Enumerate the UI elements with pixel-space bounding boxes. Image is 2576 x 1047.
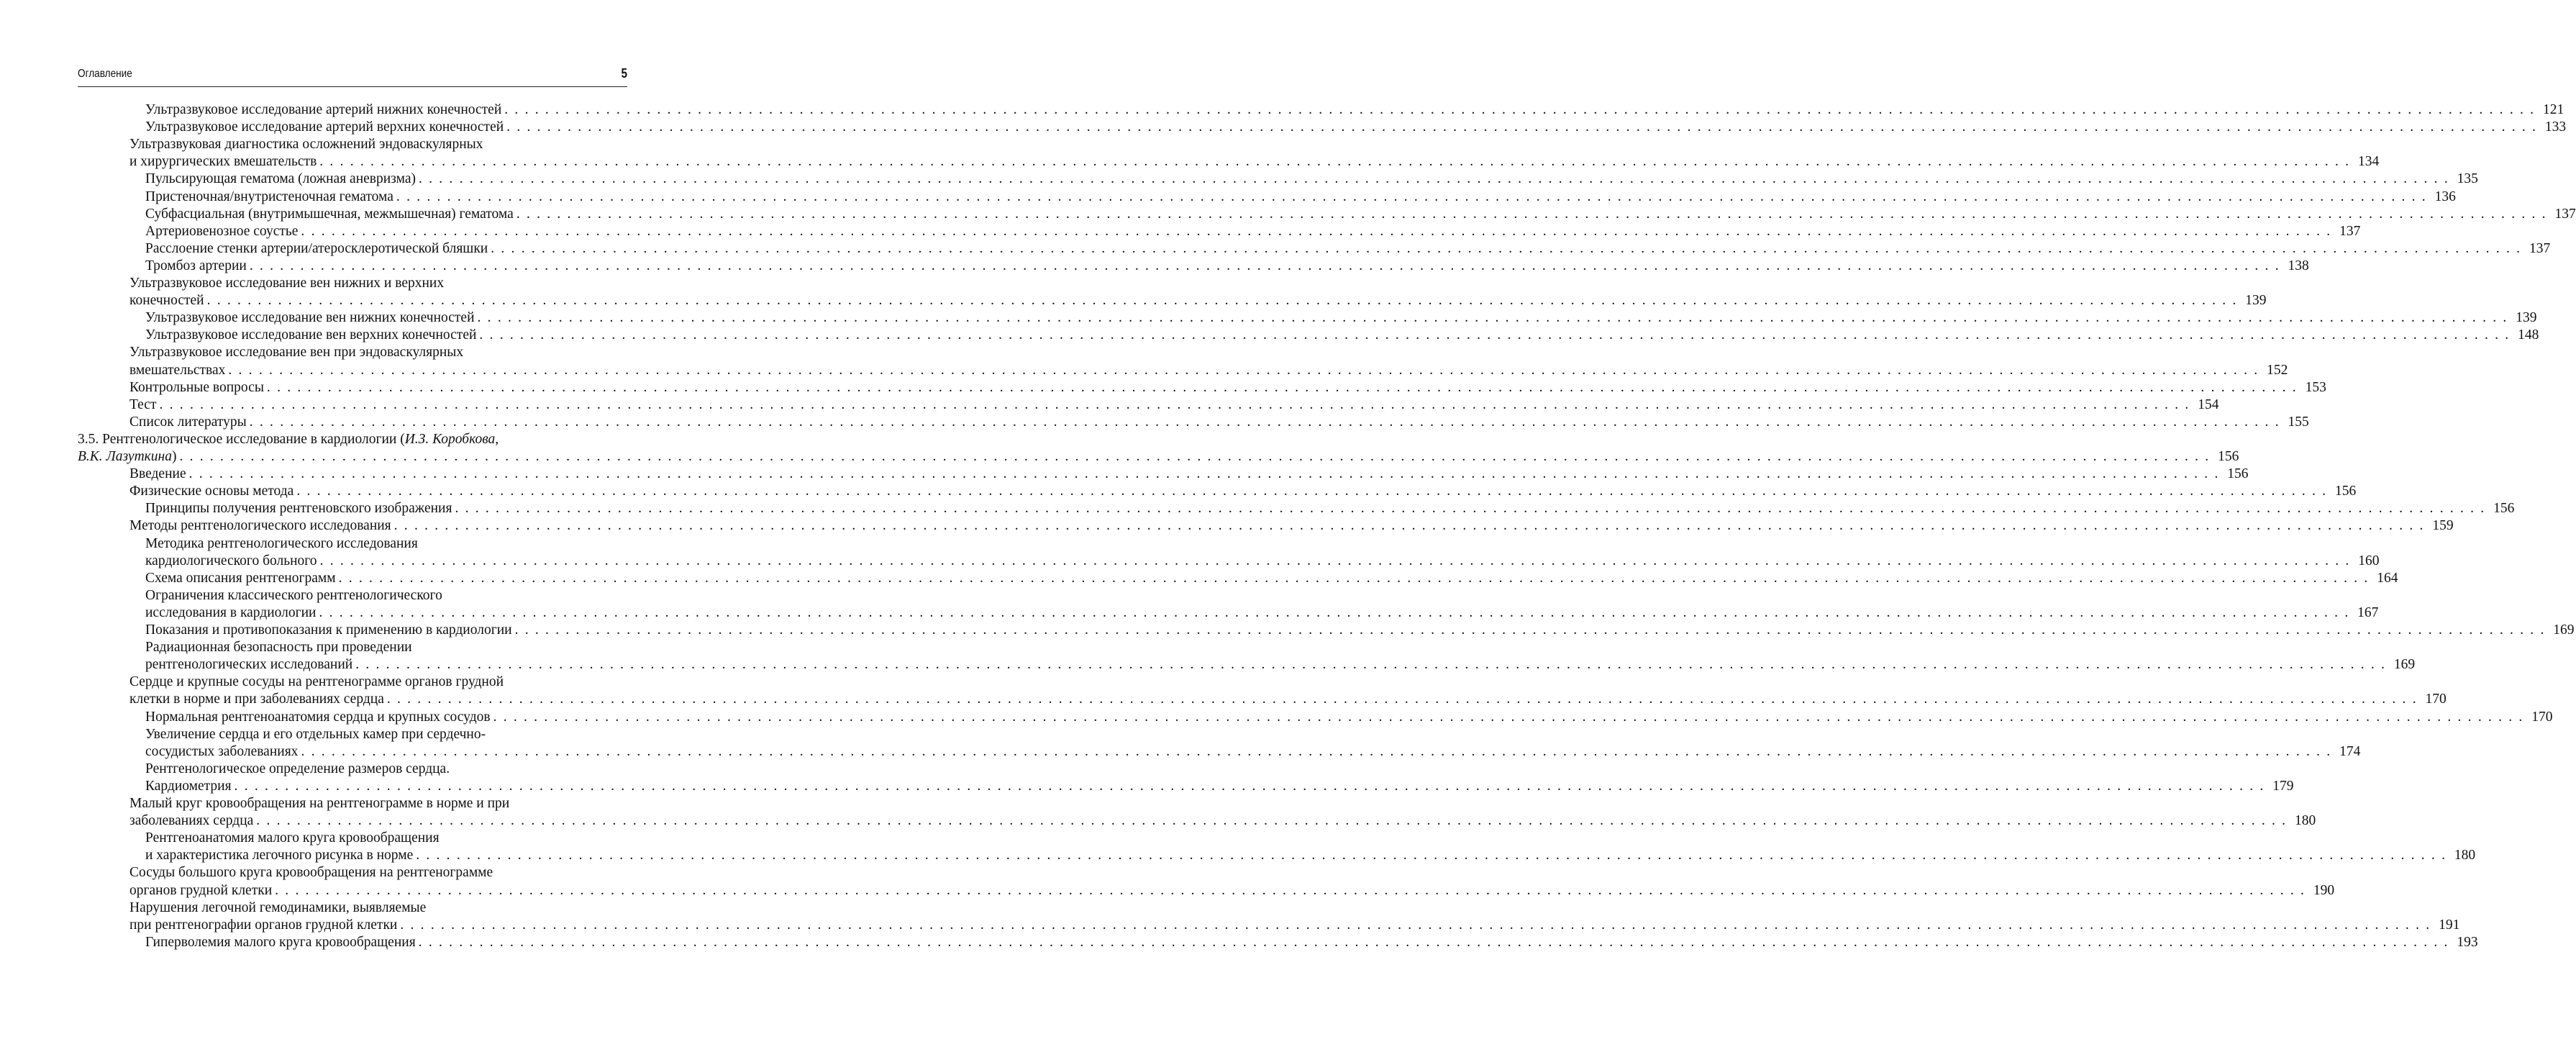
entry-text: Ультразвуковое исследование артерий верхних конечностей — [145, 119, 504, 135]
toc-entry — [0, 171, 2478, 188]
toc-entry — [0, 587, 627, 604]
toc-entry-title — [129, 882, 272, 899]
entry-page-number: 156 — [2335, 484, 2357, 499]
toc-entry — [0, 899, 627, 917]
entry-page-number: 137 — [2339, 223, 2361, 239]
toc-entry-title — [145, 258, 247, 275]
dot-leader: . . . . . . . . . . . . . . . . . . . . . . . . . . . . . . . . . . . . . . . . . . . . . . . . . . . . . . . . . . . . . . . . . . . . . . . . . . . . . . . . . . . . . . . . . . . . . . . . . . . . . . . . . . . . . . . . . . . . . . . . . . . . . . . . . . . . . . . . . . . . . . . . . . . . . . . . . . . . . . . . . . . . . . . . . . . . . . . . . . . . . . . . . . . . . . . . . . . . . . . . — [319, 553, 2351, 568]
toc-entry — [0, 795, 627, 812]
toc-entry-title — [129, 917, 397, 934]
toc-entry — [0, 327, 2539, 344]
toc-entry-title — [145, 709, 491, 726]
dot-leader: . . . . . . . . . . . . . . . . . . . . . . . . . . . . . . . . . . . . . . . . . . . . . . . . . . . . . . . . . . . . . . . . . . . . . . . . . . . . . . . . . . . . . . . . . . . . . . . . . . . . . . . . . . . . . . . . . . . . . . . . . . . . . . . . . . . . . . . . . . . . . . . . . . . . . . . . . . . . . . . . . . . . . . . . . . . . . . . . . . . . . . . . . . . . . . . . . . . . . . . . — [416, 848, 2447, 864]
toc-entry — [0, 812, 2316, 830]
toc-entry — [0, 275, 627, 292]
entry-text: и хирургических вмешательств — [129, 154, 317, 170]
toc-entry-title — [145, 830, 440, 847]
entry-text: Тест — [129, 396, 157, 412]
toc-entry-title — [78, 431, 499, 448]
entry-page-number: 180 — [2294, 813, 2316, 829]
entry-text: сосудистых заболеваниях — [145, 743, 299, 759]
toc-entry-title — [145, 101, 501, 119]
toc-entry-title — [145, 240, 488, 258]
entry-text: Радиационная безопасность при проведении — [145, 640, 412, 656]
toc-entry-title — [129, 674, 504, 691]
entry-page-number: 153 — [2305, 379, 2326, 395]
toc-entry — [0, 517, 2454, 535]
entry-text: Методика рентгенологического исследования — [145, 535, 418, 551]
toc-entry — [0, 153, 2380, 171]
entry-page-number: 164 — [2377, 570, 2398, 586]
entry-text: Рентгеноанатомия малого круга кровообращения — [145, 830, 440, 846]
entry-text: Нарушения легочной гемодинамики, выявляемые — [129, 899, 427, 915]
entry-text: исследования в кардиологии — [145, 604, 317, 620]
toc-entry — [0, 379, 2326, 396]
toc-entry-title — [145, 206, 514, 223]
toc-entry — [0, 535, 627, 553]
dot-leader: . . . . . . . . . . . . . . . . . . . . . . . . . . . . . . . . . . . . . . . . . . . . . . . . . . . . . . . . . . . . . . . . . . . . . . . . . . . . . . . . . . . . . . . . . . . . . . . . . . . . . . . . . . . . . . . . . . . . . . . . . . . . . . . . . . . . . . . . . . . . . . . . . . . . . . . . . . . . . . . . . . . . . . . . . . . . . . . . . . . . . . . . . . . . . . . . . . . . . . . . — [477, 310, 2508, 326]
dot-leader: . . . . . . . . . . . . . . . . . . . . . . . . . . . . . . . . . . . . . . . . . . . . . . . . . . . . . . . . . . . . . . . . . . . . . . . . . . . . . . . . . . . . . . . . . . . . . . . . . . . . . . . . . . . . . . . . . . . . . . . . . . . . . . . . . . . . . . . . . . . . . . . . . . . . . . . . . . . . . . . . . . . . . . . . . . . . . . . . . . . . . . . . . . . . . . . . . . . . . . . . — [455, 501, 2486, 517]
toc-entry — [0, 882, 2335, 899]
toc-entry — [0, 847, 2476, 864]
entry-punctuation: ) — [171, 449, 177, 464]
entry-text: кардиологического больного — [145, 553, 317, 568]
toc-entry-title — [78, 448, 176, 466]
toc-entry-title — [145, 778, 232, 795]
entry-page-number: 169 — [2553, 622, 2575, 638]
entry-text: Малый круг кровообращения на рентгенограмме в норме и при — [129, 796, 510, 811]
toc-entry-title — [145, 171, 416, 188]
entry-text: при рентгенографии органов грудной клетки — [129, 917, 398, 933]
entry-text: Рентгенологическое определение размеров сердца. — [145, 761, 450, 776]
entry-text: Пристеночная/внутристеночная гематома — [145, 189, 393, 204]
toc-entry-title — [145, 500, 452, 517]
entry-text: Показания и противопоказания к применению в кардиологии — [145, 622, 512, 638]
dot-leader: . . . . . . . . . . . . . . . . . . . . . . . . . . . . . . . . . . . . . . . . . . . . . . . . . . . . . . . . . . . . . . . . . . . . . . . . . . . . . . . . . . . . . . . . . . . . . . . . . . . . . . . . . . . . . . . . . . . . . . . . . . . . . . . . . . . . . . . . . . . . . . . . . . . . . . . . . . . . . . . . . . . . . . . . . . . . . . . . . . . . . . . . . . . . . . . . . . . . . . . . — [504, 102, 2536, 117]
toc-entry — [0, 864, 627, 881]
entry-punctuation: , — [495, 431, 499, 447]
toc-entry-title — [145, 934, 416, 951]
entry-page-number: 156 — [2218, 449, 2239, 464]
toc-entry — [0, 570, 2398, 587]
dot-leader: . . . . . . . . . . . . . . . . . . . . . . . . . . . . . . . . . . . . . . . . . . . . . . . . . . . . . . . . . . . . . . . . . . . . . . . . . . . . . . . . . . . . . . . . . . . . . . . . . . . . . . . . . . . . . . . . . . . . . . . . . . . . . . . . . . . . . . . . . . . . . . . . . . . . . . . . . . . . . . . . . . . . . . . . . . . . . . . . . . . . . . . . . . . . . . . . . . . . . . . . — [266, 379, 2298, 395]
entry-page-number: 154 — [2198, 396, 2219, 412]
entry-page-number: 156 — [2227, 466, 2249, 482]
entry-page-number: 139 — [2516, 310, 2537, 326]
entry-text: вмешательствах — [129, 362, 226, 378]
entry-page-number: 156 — [2493, 501, 2515, 517]
toc-entry — [0, 622, 2575, 639]
dot-leader: . . . . . . . . . . . . . . . . . . . . . . . . . . . . . . . . . . . . . . . . . . . . . . . . . . . . . . . . . . . . . . . . . . . . . . . . . . . . . . . . . . . . . . . . . . . . . . . . . . . . . . . . . . . . . . . . . . . . . . . . . . . . . . . . . . . . . . . . . . . . . . . . . . . . . . . . . . . . . . . . . . . . . . . . . . . . . . . . . . . . . . . . . . . . . . . . . . . . . . . . — [491, 240, 2522, 256]
toc-entry-title — [145, 847, 413, 864]
toc-entry — [0, 206, 2576, 223]
entry-text: Физические основы метода — [129, 484, 294, 499]
toc-entry — [0, 240, 2551, 258]
entry-text: Тромбоз артерии — [145, 258, 247, 273]
entry-text: и характеристика легочного рисунка в норме — [145, 848, 414, 864]
toc-entry-title — [129, 136, 483, 153]
dot-leader: . . . . . . . . . . . . . . . . . . . . . . . . . . . . . . . . . . . . . . . . . . . . . . . . . . . . . . . . . . . . . . . . . . . . . . . . . . . . . . . . . . . . . . . . . . . . . . . . . . . . . . . . . . . . . . . . . . . . . . . . . . . . . . . . . . . . . . . . . . . . . . . . . . . . . . . . . . . . . . . . . . . . . . . . . . . . . . . . . . . . . . . . . . . . . . . . . . . . . . . . — [400, 917, 2431, 933]
entry-text: конечностей — [129, 293, 204, 309]
dot-leader: . . . . . . . . . . . . . . . . . . . . . . . . . . . . . . . . . . . . . . . . . . . . . . . . . . . . . . . . . . . . . . . . . . . . . . . . . . . . . . . . . . . . . . . . . . . . . . . . . . . . . . . . . . . . . . . . . . . . . . . . . . . . . . . . . . . . . . . . . . . . . . . . . . . . . . . . . . . . . . . . . . . . . . . . . . . . . . . . . . . . . . . . . . . . . . . . . . . . . . . . — [188, 466, 2220, 482]
entry-page-number: 137 — [2554, 206, 2576, 222]
entry-page-number: 179 — [2272, 778, 2294, 794]
toc-entry-title — [129, 344, 463, 361]
dot-leader: . . . . . . . . . . . . . . . . . . . . . . . . . . . . . . . . . . . . . . . . . . . . . . . . . . . . . . . . . . . . . . . . . . . . . . . . . . . . . . . . . . . . . . . . . . . . . . . . . . . . . . . . . . . . . . . . . . . . . . . . . . . . . . . . . . . . . . . . . . . . . . . . . . . . . . . . . . . . . . . . . . . . . . . . . . . . . . . . . . . . . . . . . . . . . . . . . . . . . . . . — [355, 657, 2387, 673]
entry-page-number: 137 — [2529, 240, 2551, 256]
toc-entry-title — [129, 275, 444, 292]
entry-page-number: 133 — [2544, 119, 2567, 135]
entry-text: Расслоение стенки артерии/атеросклеротической бляшки — [145, 240, 488, 256]
entry-page-number: 134 — [2357, 154, 2380, 170]
toc-entry — [0, 309, 2537, 327]
entry-text: Ультразвуковое исследование вен верхних конечностей — [145, 327, 477, 343]
toc-entry-title — [145, 761, 450, 778]
entry-text: Увеличение сердца и его отдельных камер при сердечно- — [145, 726, 486, 742]
entry-text: Сосуды большого круга кровообращения на рентгенограмме — [129, 865, 493, 881]
entry-page-number: 190 — [2313, 882, 2335, 898]
entry-page-number: 155 — [2288, 414, 2309, 430]
entry-text: Пульсирующая гематома (ложная аневризма) — [145, 171, 416, 187]
toc-entry — [0, 917, 2460, 934]
toc-entry-title — [145, 553, 317, 570]
toc-entry-title — [129, 483, 293, 500]
toc-entry-title — [145, 587, 442, 604]
entry-page-number: 174 — [2339, 743, 2361, 759]
entry-text: Нормальная рентгеноанатомия сердца и крупных сосудов — [145, 709, 491, 725]
entry-text: Принципы получения рентгеновского изображения — [145, 501, 452, 517]
toc-entry — [0, 344, 627, 361]
toc-entry-title — [145, 743, 298, 761]
toc-entry — [0, 448, 2239, 466]
toc-entry-title — [145, 223, 298, 240]
toc-entry-title — [129, 812, 253, 830]
toc-entry — [0, 934, 2478, 951]
toc-entry-title — [145, 726, 486, 743]
toc-entry — [0, 830, 627, 847]
toc-entry — [0, 101, 2564, 119]
dot-leader: . . . . . . . . . . . . . . . . . . . . . . . . . . . . . . . . . . . . . . . . . . . . . . . . . . . . . . . . . . . . . . . . . . . . . . . . . . . . . . . . . . . . . . . . . . . . . . . . . . . . . . . . . . . . . . . . . . . . . . . . . . . . . . . . . . . . . . . . . . . . . . . . . . . . . . . . . . . . . . . . . . . . . . . . . . . . . . . . . . . . . . . . . . . . . . . . . . . . . . . . — [249, 258, 2280, 273]
toc-entry — [0, 258, 2309, 275]
entry-text: Ультразвуковое исследование вен нижних конечностей — [145, 310, 475, 326]
toc-entry-title — [129, 153, 317, 171]
dot-leader: . . . . . . . . . . . . . . . . . . . . . . . . . . . . . . . . . . . . . . . . . . . . . . . . . . . . . . . . . . . . . . . . . . . . . . . . . . . . . . . . . . . . . . . . . . . . . . . . . . . . . . . . . . . . . . . . . . . . . . . . . . . . . . . . . . . . . . . . . . . . . . . . . . . . . . . . . . . . . . . . . . . . . . . . . . . . . . . . . . . . . . . . . . . . . . . . . . . . . . . . — [206, 293, 2238, 309]
dot-leader: . . . . . . . . . . . . . . . . . . . . . . . . . . . . . . . . . . . . . . . . . . . . . . . . . . . . . . . . . . . . . . . . . . . . . . . . . . . . . . . . . . . . . . . . . . . . . . . . . . . . . . . . . . . . . . . . . . . . . . . . . . . . . . . . . . . . . . . . . . . . . . . . . . . . . . . . . . . . . . . . . . . . . . . . . . . . . . . . . . . . . . . . . . . . . . . . . . . . . . . . — [275, 882, 2306, 898]
entry-page-number: 121 — [2542, 102, 2564, 117]
toc-entry — [0, 639, 627, 656]
dot-leader: . . . . . . . . . . . . . . . . . . . . . . . . . . . . . . . . . . . . . . . . . . . . . . . . . . . . . . . . . . . . . . . . . . . . . . . . . . . . . . . . . . . . . . . . . . . . . . . . . . . . . . . . . . . . . . . . . . . . . . . . . . . . . . . . . . . . . . . . . . . . . . . . . . . . . . . . . . . . . . . . . . . . . . . . . . . . . . . . . . . . . . . . . . . . . . . . . . . . . . . . — [159, 396, 2190, 412]
dot-leader: . . . . . . . . . . . . . . . . . . . . . . . . . . . . . . . . . . . . . . . . . . . . . . . . . . . . . . . . . . . . . . . . . . . . . . . . . . . . . . . . . . . . . . . . . . . . . . . . . . . . . . . . . . . . . . . . . . . . . . . . . . . . . . . . . . . . . . . . . . . . . . . . . . . . . . . . . . . . . . . . . . . . . . . . . . . . . . . . . . . . . . . . . . . . . . . . . . . . . . . . — [301, 743, 2332, 759]
entry-text: Ограничения классического рентгенологического — [145, 587, 442, 603]
toc-entry-title — [129, 864, 493, 881]
toc-entry-title — [145, 119, 504, 136]
toc-entry-title — [129, 379, 264, 396]
toc-entry — [0, 483, 2357, 500]
entry-page-number: 169 — [2393, 657, 2416, 673]
dot-leader: . . . . . . . . . . . . . . . . . . . . . . . . . . . . . . . . . . . . . . . . . . . . . . . . . . . . . . . . . . . . . . . . . . . . . . . . . . . . . . . . . . . . . . . . . . . . . . . . . . . . . . . . . . . . . . . . . . . . . . . . . . . . . . . . . . . . . . . . . . . . . . . . . . . . . . . . . . . . . . . . . . . . . . . . . . . . . . . . . . . . . . . . . . . . . . . . . . . . . . . . — [386, 692, 2418, 707]
dot-leader: . . . . . . . . . . . . . . . . . . . . . . . . . . . . . . . . . . . . . . . . . . . . . . . . . . . . . . . . . . . . . . . . . . . . . . . . . . . . . . . . . . . . . . . . . . . . . . . . . . . . . . . . . . . . . . . . . . . . . . . . . . . . . . . . . . . . . . . . . . . . . . . . . . . . . . . . . . . . . . . . . . . . . . . . . . . . . . . . . . . . . . . . . . . . . . . . . . . . . . . . — [319, 604, 2350, 620]
dot-leader: . . . . . . . . . . . . . . . . . . . . . . . . . . . . . . . . . . . . . . . . . . . . . . . . . . . . . . . . . . . . . . . . . . . . . . . . . . . . . . . . . . . . . . . . . . . . . . . . . . . . . . . . . . . . . . . . . . . . . . . . . . . . . . . . . . . . . . . . . . . . . . . . . . . . . . . . . . . . . . . . . . . . . . . . . . . . . . . . . . . . . . . . . . . . . . . . . . . . . . . . — [319, 154, 2351, 170]
toc-entry-title — [145, 189, 393, 206]
toc-entry-title — [145, 570, 336, 587]
toc-entry-title — [129, 517, 391, 535]
entry-text: Ультразвуковое исследование вен нижних и верхних — [129, 276, 445, 291]
toc-entry — [0, 362, 2288, 379]
entry-page-number: 136 — [2434, 189, 2456, 204]
dot-leader: . . . . . . . . . . . . . . . . . . . . . . . . . . . . . . . . . . . . . . . . . . . . . . . . . . . . . . . . . . . . . . . . . . . . . . . . . . . . . . . . . . . . . . . . . . . . . . . . . . . . . . . . . . . . . . . . . . . . . . . . . . . . . . . . . . . . . . . . . . . . . . . . . . . . . . . . . . . . . . . . . . . . . . . . . . . . . . . . . . . . . . . . . . . . . . . . . . . . . . . . — [506, 119, 2538, 135]
dot-leader: . . . . . . . . . . . . . . . . . . . . . . . . . . . . . . . . . . . . . . . . . . . . . . . . . . . . . . . . . . . . . . . . . . . . . . . . . . . . . . . . . . . . . . . . . . . . . . . . . . . . . . . . . . . . . . . . . . . . . . . . . . . . . . . . . . . . . . . . . . . . . . . . . . . . . . . . . . . . . . . . . . . . . . . . . . . . . . . . . . . . . . . . . . . . . . . . . . . . . . . . — [516, 206, 2547, 222]
entry-text: органов грудной клетки — [129, 882, 273, 898]
toc-entry — [0, 778, 2294, 795]
toc-entry — [0, 466, 2249, 483]
toc-entry — [0, 396, 2219, 414]
toc-entry — [0, 292, 2267, 309]
entry-text: заболеваниях сердца — [129, 813, 254, 829]
dot-leader: . . . . . . . . . . . . . . . . . . . . . . . . . . . . . . . . . . . . . . . . . . . . . . . . . . . . . . . . . . . . . . . . . . . . . . . . . . . . . . . . . . . . . . . . . . . . . . . . . . . . . . . . . . . . . . . . . . . . . . . . . . . . . . . . . . . . . . . . . . . . . . . . . . . . . . . . . . . . . . . . . . . . . . . . . . . . . . . . . . . . . . . . . . . . . . . . . . . . . . . . — [418, 171, 2449, 187]
entry-text: Артериовенозное соустье — [145, 223, 299, 239]
entry-text: Кардиометрия — [145, 778, 232, 794]
toc-entry-title — [145, 639, 412, 656]
entry-text: Ультразвуковое исследование артерий нижних конечностей — [145, 102, 502, 117]
entry-page-number: 170 — [2531, 709, 2553, 725]
toc-entry-title — [145, 309, 475, 327]
toc-entry — [0, 656, 2416, 674]
entry-page-number: 159 — [2432, 518, 2454, 534]
entry-page-number: 148 — [2518, 327, 2539, 343]
entry-authors: В.К. Лазуткина — [78, 449, 172, 464]
toc-entry — [0, 136, 627, 153]
toc-entry — [0, 414, 2309, 431]
entry-text: 3.5. Рентгенологическое исследование в кардиологии ( — [78, 431, 405, 447]
toc-entry — [0, 761, 627, 778]
toc-entry-title — [129, 362, 225, 379]
toc-entry-title — [145, 656, 352, 674]
toc-entry-title — [129, 795, 509, 812]
entry-text: Ультразвуковое исследование вен при эндоваскулярных — [129, 345, 464, 361]
entry-text: Введение — [129, 466, 186, 482]
entry-text: Ультразвуковая диагностика осложнений эндоваскулярных — [129, 137, 483, 153]
toc-entry — [0, 743, 2361, 761]
toc-entry-title — [129, 414, 247, 431]
toc-entry-title — [145, 622, 512, 639]
dot-leader: . . . . . . . . . . . . . . . . . . . . . . . . . . . . . . . . . . . . . . . . . . . . . . . . . . . . . . . . . . . . . . . . . . . . . . . . . . . . . . . . . . . . . . . . . . . . . . . . . . . . . . . . . . . . . . . . . . . . . . . . . . . . . . . . . . . . . . . . . . . . . . . . . . . . . . . . . . . . . . . . . . . . . . . . . . . . . . . . . . . . . . . . . . . . . . . . . . . . . . . . — [338, 570, 2370, 586]
entry-page-number: 138 — [2288, 258, 2309, 273]
toc-entry — [0, 691, 2447, 708]
toc-entry — [0, 223, 2361, 240]
toc-entry — [0, 500, 2515, 517]
dot-leader: . . . . . . . . . . . . . . . . . . . . . . . . . . . . . . . . . . . . . . . . . . . . . . . . . . . . . . . . . . . . . . . . . . . . . . . . . . . . . . . . . . . . . . . . . . . . . . . . . . . . . . . . . . . . . . . . . . . . . . . . . . . . . . . . . . . . . . . . . . . . . . . . . . . . . . . . . . . . . . . . . . . . . . . . . . . . . . . . . . . . . . . . . . . . . . . . . . . . . . . . — [514, 622, 2546, 638]
dot-leader: . . . . . . . . . . . . . . . . . . . . . . . . . . . . . . . . . . . . . . . . . . . . . . . . . . . . . . . . . . . . . . . . . . . . . . . . . . . . . . . . . . . . . . . . . . . . . . . . . . . . . . . . . . . . . . . . . . . . . . . . . . . . . . . . . . . . . . . . . . . . . . . . . . . . . . . . . . . . . . . . . . . . . . . . . . . . . . . . . . . . . . . . . . . . . . . . . . . . . . . . — [418, 934, 2449, 950]
running-header-title: Оглавление — [78, 68, 132, 80]
entry-page-number: 160 — [2358, 553, 2380, 568]
dot-leader: . . . . . . . . . . . . . . . . . . . . . . . . . . . . . . . . . . . . . . . . . . . . . . . . . . . . . . . . . . . . . . . . . . . . . . . . . . . . . . . . . . . . . . . . . . . . . . . . . . . . . . . . . . . . . . . . . . . . . . . . . . . . . . . . . . . . . . . . . . . . . . . . . . . . . . . . . . . . . . . . . . . . . . . . . . . . . . . . . . . . . . . . . . . . . . . . . . . . . . . . — [493, 709, 2524, 725]
entry-text: Сердце и крупные сосуды на рентгенограмме органов грудной — [129, 674, 504, 690]
header-rule — [78, 86, 627, 87]
toc-entry-title — [145, 327, 476, 344]
entry-page-number: 167 — [2357, 604, 2379, 620]
dot-leader: . . . . . . . . . . . . . . . . . . . . . . . . . . . . . . . . . . . . . . . . . . . . . . . . . . . . . . . . . . . . . . . . . . . . . . . . . . . . . . . . . . . . . . . . . . . . . . . . . . . . . . . . . . . . . . . . . . . . . . . . . . . . . . . . . . . . . . . . . . . . . . . . . . . . . . . . . . . . . . . . . . . . . . . . . . . . . . . . . . . . . . . . . . . . . . . . . . . . . . . . — [256, 813, 2288, 829]
toc-entry-title — [145, 604, 316, 622]
toc-entry — [0, 189, 2456, 206]
entry-text: Субфасциальная (внутримышечная, межмышечная) гематома — [145, 206, 514, 222]
toc-entry — [0, 709, 2553, 726]
dot-leader: . . . . . . . . . . . . . . . . . . . . . . . . . . . . . . . . . . . . . . . . . . . . . . . . . . . . . . . . . . . . . . . . . . . . . . . . . . . . . . . . . . . . . . . . . . . . . . . . . . . . . . . . . . . . . . . . . . . . . . . . . . . . . . . . . . . . . . . . . . . . . . . . . . . . . . . . . . . . . . . . . . . . . . . . . . . . . . . . . . . . . . . . . . . . . . . . . . . . . . . . — [479, 327, 2511, 343]
toc-entry-title — [129, 466, 186, 483]
entry-text: Контрольные вопросы — [129, 379, 264, 395]
toc-entry — [0, 726, 627, 743]
entry-page-number: 193 — [2457, 934, 2478, 950]
toc-entry — [0, 553, 2380, 570]
entry-page-number: 180 — [2454, 848, 2476, 864]
toc-entry-title — [129, 292, 204, 309]
dot-leader: . . . . . . . . . . . . . . . . . . . . . . . . . . . . . . . . . . . . . . . . . . . . . . . . . . . . . . . . . . . . . . . . . . . . . . . . . . . . . . . . . . . . . . . . . . . . . . . . . . . . . . . . . . . . . . . . . . . . . . . . . . . . . . . . . . . . . . . . . . . . . . . . . . . . . . . . . . . . . . . . . . . . . . . . . . . . . . . . . . . . . . . . . . . . . . . . . . . . . . . . — [393, 518, 2425, 534]
entry-text: клетки в норме и при заболеваниях сердца — [129, 692, 384, 707]
entry-page-number: 135 — [2457, 171, 2478, 187]
entry-authors: И.З. Коробкова — [404, 431, 496, 447]
toc-entry-title — [129, 396, 157, 414]
dot-leader: . . . . . . . . . . . . . . . . . . . . . . . . . . . . . . . . . . . . . . . . . . . . . . . . . . . . . . . . . . . . . . . . . . . . . . . . . . . . . . . . . . . . . . . . . . . . . . . . . . . . . . . . . . . . . . . . . . . . . . . . . . . . . . . . . . . . . . . . . . . . . . . . . . . . . . . . . . . . . . . . . . . . . . . . . . . . . . . . . . . . . . . . . . . . . . . . . . . . . . . . — [179, 449, 2211, 464]
dot-leader: . . . . . . . . . . . . . . . . . . . . . . . . . . . . . . . . . . . . . . . . . . . . . . . . . . . . . . . . . . . . . . . . . . . . . . . . . . . . . . . . . . . . . . . . . . . . . . . . . . . . . . . . . . . . . . . . . . . . . . . . . . . . . . . . . . . . . . . . . . . . . . . . . . . . . . . . . . . . . . . . . . . . . . . . . . . . . . . . . . . . . . . . . . . . . . . . . . . . . . . . — [228, 362, 2259, 378]
dot-leader: . . . . . . . . . . . . . . . . . . . . . . . . . . . . . . . . . . . . . . . . . . . . . . . . . . . . . . . . . . . . . . . . . . . . . . . . . . . . . . . . . . . . . . . . . . . . . . . . . . . . . . . . . . . . . . . . . . . . . . . . . . . . . . . . . . . . . . . . . . . . . . . . . . . . . . . . . . . . . . . . . . . . . . . . . . . . . . . . . . . . . . . . . . . . . . . . . . . . . . . . — [234, 778, 2265, 794]
entry-page-number: 139 — [2245, 293, 2267, 309]
entry-text: Гиперволемия малого круга кровообращения — [145, 934, 416, 950]
toc-entry-title — [145, 535, 418, 553]
entry-text: рентгенологических исследований — [145, 657, 353, 673]
entry-text: Схема описания рентгенограмм — [145, 570, 336, 586]
dot-leader: . . . . . . . . . . . . . . . . . . . . . . . . . . . . . . . . . . . . . . . . . . . . . . . . . . . . . . . . . . . . . . . . . . . . . . . . . . . . . . . . . . . . . . . . . . . . . . . . . . . . . . . . . . . . . . . . . . . . . . . . . . . . . . . . . . . . . . . . . . . . . . . . . . . . . . . . . . . . . . . . . . . . . . . . . . . . . . . . . . . . . . . . . . . . . . . . . . . . . . . . — [296, 484, 2328, 499]
entry-text: Список литературы — [129, 414, 247, 430]
entry-page-number: 191 — [2439, 917, 2460, 933]
dot-leader: . . . . . . . . . . . . . . . . . . . . . . . . . . . . . . . . . . . . . . . . . . . . . . . . . . . . . . . . . . . . . . . . . . . . . . . . . . . . . . . . . . . . . . . . . . . . . . . . . . . . . . . . . . . . . . . . . . . . . . . . . . . . . . . . . . . . . . . . . . . . . . . . . . . . . . . . . . . . . . . . . . . . . . . . . . . . . . . . . . . . . . . . . . . . . . . . . . . . . . . . — [396, 189, 2427, 204]
toc-entry — [0, 604, 2379, 622]
entry-page-number: 152 — [2267, 362, 2288, 378]
dot-leader: . . . . . . . . . . . . . . . . . . . . . . . . . . . . . . . . . . . . . . . . . . . . . . . . . . . . . . . . . . . . . . . . . . . . . . . . . . . . . . . . . . . . . . . . . . . . . . . . . . . . . . . . . . . . . . . . . . . . . . . . . . . . . . . . . . . . . . . . . . . . . . . . . . . . . . . . . . . . . . . . . . . . . . . . . . . . . . . . . . . . . . . . . . . . . . . . . . . . . . . . — [301, 223, 2332, 239]
toc-entry — [0, 119, 2567, 136]
toc-entry — [0, 431, 627, 448]
toc-entry-title — [129, 899, 426, 917]
dot-leader: . . . . . . . . . . . . . . . . . . . . . . . . . . . . . . . . . . . . . . . . . . . . . . . . . . . . . . . . . . . . . . . . . . . . . . . . . . . . . . . . . . . . . . . . . . . . . . . . . . . . . . . . . . . . . . . . . . . . . . . . . . . . . . . . . . . . . . . . . . . . . . . . . . . . . . . . . . . . . . . . . . . . . . . . . . . . . . . . . . . . . . . . . . . . . . . . . . . . . . . . — [249, 414, 2280, 430]
page-number: 5 — [621, 66, 627, 81]
entry-text: Методы рентгенологического исследования — [129, 518, 391, 534]
entry-page-number: 170 — [2425, 692, 2447, 707]
toc-entry — [0, 674, 627, 691]
toc-entry-title — [129, 691, 384, 708]
